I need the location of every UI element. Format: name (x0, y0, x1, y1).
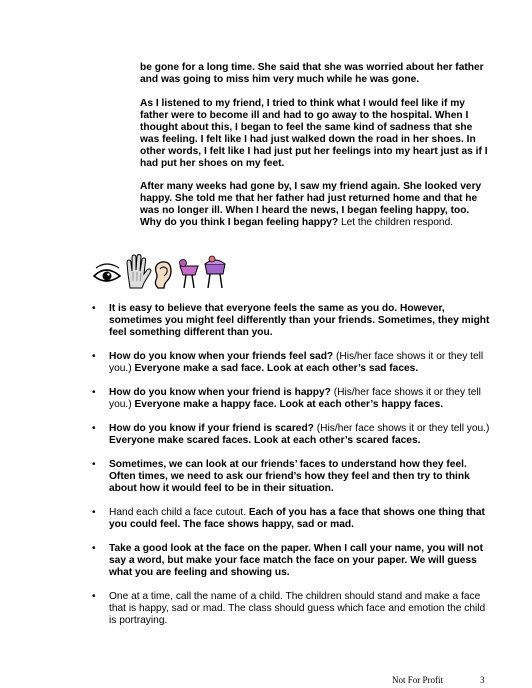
page-number: 3 (480, 675, 485, 685)
nose-icon (180, 260, 199, 289)
bullet-item-4: • How do you know if your friend is scared? (His/her face shows it or they tell you.) Everyone make scared faces. Look at each other’s scared faces. (92, 423, 490, 446)
ear-icon (155, 262, 171, 288)
bullet-item-3: • How do you know when your friend is happy? (His/her face shows it or they tell you.) Everyone make a happy face. Look at each other’s happy faces. (92, 387, 481, 410)
bullet-item-1: • It is easy to believe that everyone feels the same as you do. However, sometimes you might feel differently than your friends. Sometimes, they might feel something different than you. (92, 303, 490, 338)
bullet-item-5: • Sometimes, we can look at our friends’ faces to understand how they feel. Often times, we need to ask our friend’s how they feel and then try to think about how it would feel to be in their situation. (92, 459, 470, 494)
senses-icons (92, 254, 232, 290)
eye-icon (94, 264, 120, 281)
paragraph-3: After many weeks had gone by, I saw my friend again. She looked very happy. She told me that her father had just returned home and that he was no longer ill. When I heard the news, I began feeling happy, too. Why do you think I began feeling happy? Let the children respond. (140, 181, 482, 228)
bullet-item-2: • How do you know when your friends feel sad? (His/her face shows it or they tell you.) Everyone make a sad face. Look at each other’s sad faces. (92, 351, 484, 374)
paragraph-2: As I listened to my friend, I tried to think what I would feel like if my father were to become ill and had to go away to the hospital. When I thought about this, I began to feel the same kind of sadness that she was feeling. I felt like I had just walked down the road in her shoes. In other words, I felt like I had just put her feelings into my heart just as if I had put her shoes on my feet. (140, 98, 488, 169)
bullet-list (92, 303, 492, 639)
footer-text: Not For Profit (392, 675, 444, 685)
hand-icon (127, 255, 151, 289)
paragraph-1: be gone for a long time. She said that she was worried about her father and was going to miss him very much while he was gone. (140, 62, 484, 85)
bullet-item-7: • Take a good look at the face on the paper. When I call your name, you will not say a word, but make your face match the face on your paper. We will guess what you are feeling and showing us. (92, 543, 483, 578)
mouth-icon (205, 256, 225, 288)
bullet-item-6: • Hand each child a face cutout. Each of you has a face that shows one thing that you could feel. The face shows happy, sad or mad. (92, 507, 485, 530)
bullet-item-8: • One at a time, call the name of a child. The children should stand and make a face that is happy, sad or mad. The class should guess which face and emotion the child is portraying. (92, 591, 486, 626)
